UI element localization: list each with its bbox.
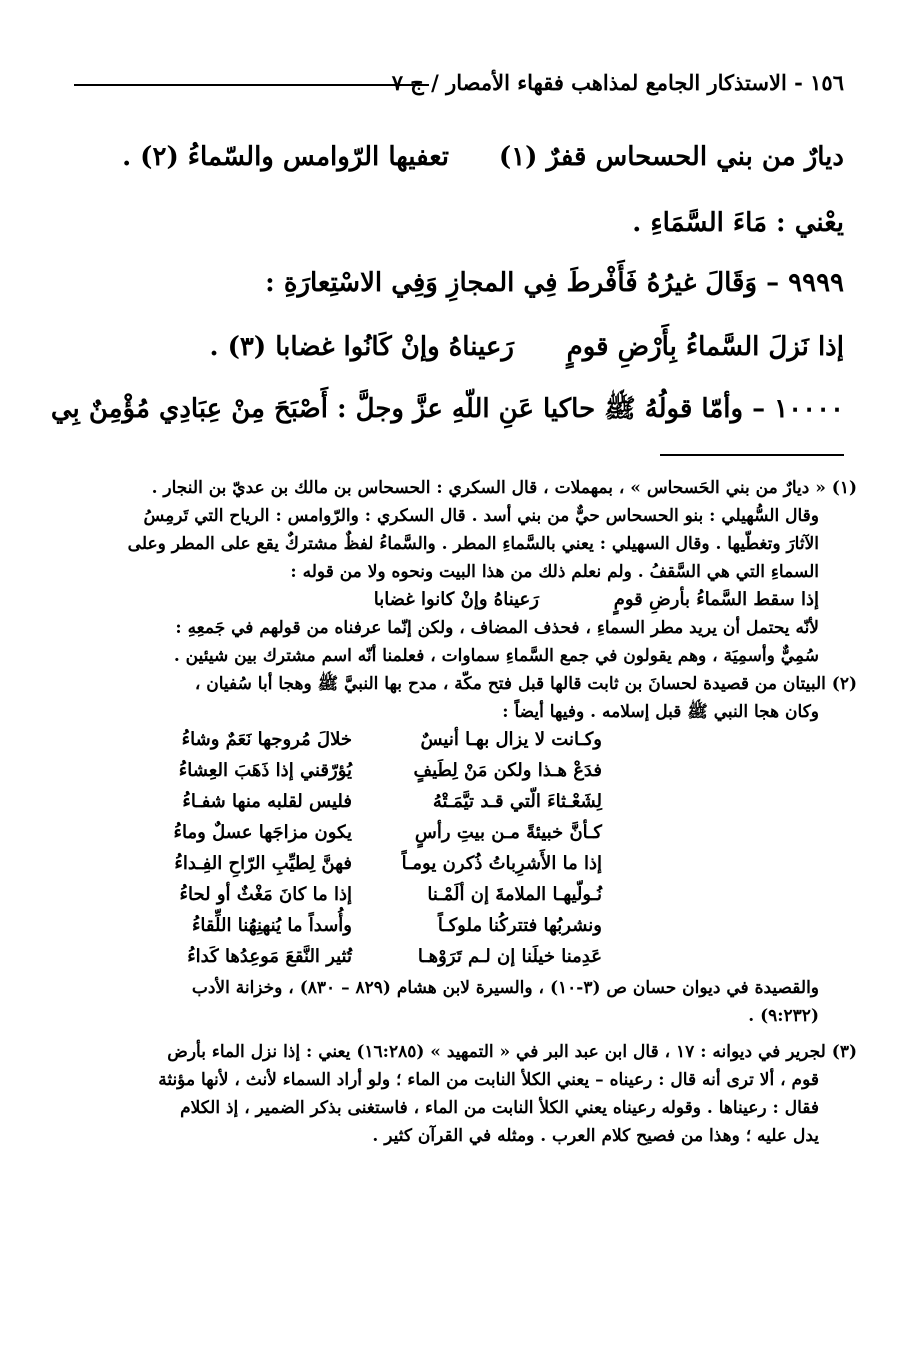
poem-verse — [67, 726, 857, 757]
verse-hemistich: إذا ما الأَشرِباتُ ذُكرن يومـاً — [401, 853, 602, 874]
paragraph-line-3: ٩٩٩٩ – وَقَالَ غيرُهُ فَأَفْرطَ فِي المجازِ وَفِي الاسْتِعارَةِ : — [265, 268, 844, 298]
footnote-2 — [67, 670, 857, 1030]
verse-hemistich: لِشَعْـثاءَ الّتي قـد تيَّمَـتْهُ — [432, 791, 602, 812]
verse-hemistich: وكـانت لا يزال بهـا أنيسٌ — [420, 729, 602, 750]
poem-verse — [67, 788, 857, 819]
footnote-2-line: والقصيدة في ديوان حسان ص (٣-١٠) ، والسيرة لابن هشام (٨٢٩ – ٨٣٠) ، وخزانة الأدب — [191, 978, 819, 998]
header-rule — [74, 84, 429, 86]
poem-verse — [67, 850, 857, 881]
verse-1-hemistich-1: ديارٌ من بني الحسحاس قفرٌ (١) — [498, 142, 844, 172]
poem-verse — [67, 912, 857, 943]
verse-1-hemistich-2: تعفيها الرّوامس والسّماءُ (٢) . — [122, 142, 449, 172]
header-title: ١٥٦ - الاستذكار الجامع لمذاهب فقهاء الأمصار / ج ٧ — [391, 70, 844, 95]
footnote-3-line: (٣) لجرير في ديوانه : ١٧ ، قال ابن عبد البر في « التمهيد » (١٦:٢٨٥) يعني : إذا نزل الماء بأرض — [167, 1042, 857, 1062]
footnote-1-line: السماءِ التي هي السَّقفُ . ولم نعلم ذلك من هذا البيت ونحوه ولا من قوله : — [290, 562, 819, 582]
verse-hemistich: تُثير النَّقعَ مَوعِدُها كَداءُ — [187, 946, 352, 967]
verse-hemistich: فدَعْ هـذا ولكن مَنْ لِطَيفٍ — [413, 760, 602, 781]
footnote-3-line: يدل عليه ؛ وهذا من فصيح كلام العرب . ومثله في القرآن كثير . — [372, 1126, 819, 1146]
verse-hemistich: فهنَّ لِطيِّبِ الرّاحِ الفِـداءُ — [174, 853, 352, 874]
footnote-3 — [67, 1038, 857, 1150]
poem-verse — [67, 757, 857, 788]
footnote-1-line: لأنّه يحتمل أن يريد مطر السماءِ ، فحذف المضاف ، ولكن إنّما عرفناه من قولهم في جَمعِهِ : — [175, 618, 819, 638]
verse-hemistich: فليس لقلبه منها شفـاءُ — [182, 791, 352, 812]
verse-hemistich: كـأنَّ خبيئةً مـن بيتِ رأسٍ — [414, 822, 602, 843]
footnote-1-line: سُمِيٌّ وأسمِيَة ، وهم يقولون في جمع السَّماءِ سماوات ، فعلمنا أنّه اسم مشترك بين شيئين . — [173, 646, 819, 666]
verse-hemistich: يكون مزاجَها عسلٌ وماءُ — [173, 822, 352, 843]
verse-2-hemistich-1: إذا نَزلَ السَّماءُ بِأَرْضِ قومٍ — [566, 332, 844, 362]
footnote-1-line: الآثارَ وتغطّيها . وقال السهيلي : يعني بالسَّماءِ المطر . والسَّماءُ لفظٌ مشتركٌ يقع على المطر وعلى — [127, 534, 819, 554]
verse-hemistich: إذا ما كانَ مَغْثٌ أو لحاءُ — [179, 884, 352, 905]
footnote-1-line: وقال السُّهيلي : بنو الحسحاس حيٌّ من بني أسد . قال السكري : والرّوامس : الرياح التي تَرمِسُ — [143, 506, 819, 526]
verse-hemistich: نُـولّيهـا الملامةَ إن ألَمْـنا — [427, 884, 602, 905]
verse-hemistich: وأُسداً ما يُنهنِهُنا اللِّقاءُ — [191, 915, 352, 936]
footnote-2-line: (٩:٢٣٢) . — [748, 1006, 819, 1026]
poem-verse — [67, 943, 857, 974]
footnote-1 — [67, 474, 857, 670]
verse-hemistich: عَدِمنا خيلَنا إن لـم تَرَوْهـا — [417, 946, 602, 967]
footnote-2-poem — [67, 726, 857, 974]
paragraph-line-5: ١٠٠٠٠ – وأمّا قولُهُ ﷺ حاكيا عَنِ اللّهِ عزَّ وجلَّ : أَصْبَحَ مِنْ عِبَادِي مُؤْمِنٌ بِي — [50, 394, 844, 424]
verse-hemistich: ونشربُها فتتركُنا ملوكـاً — [437, 915, 602, 936]
footnote-1-line: (١) « ديارٌ من بني الحَسحاس » ، بمهملات ، قال السكري : الحسحاس بن مالك بن عديّ بن النجار . — [151, 478, 857, 498]
footnote-2-line: وكان هجا النبي ﷺ قبل إسلامه . وفيها أيضاً : — [502, 702, 819, 722]
paragraph-line-2: يعْني : مَاءَ السَّمَاءِ . — [632, 208, 844, 238]
running-header — [74, 70, 844, 110]
footnote-3-line: فقال : رعيناها . وقوله رعيناه يعني الكلأ النابت من الماء ، فاستغنى بذكر الضمير ، إذ الكلام — [180, 1098, 819, 1118]
verse-hemistich: خلالَ مُروجها نَعَمٌ وشاءُ — [181, 729, 352, 750]
verse-hemistich: يُؤرّقني إذا ذَهَبَ العِشاءُ — [178, 760, 352, 781]
footnote-1-verse — [67, 586, 857, 614]
footnote-2-line: (٢) البيتان من قصيدة لحسانَ بن ثابت قالها قبل فتح مكّة ، مدح بها النبيَّ ﷺ وهجا أبا سُفيان ، — [194, 674, 857, 694]
footnote-3-line: قوم ، ألا ترى أنه قال : رعيناه – يعني الكلأ النابت من الماء ؛ ولو أراد السماء لأنث ، لأنها مؤنثة — [158, 1070, 819, 1090]
verse-hemistich: إذا سقط السَّماءُ بأرضِ قومٍ — [613, 589, 819, 610]
verse-2-hemistich-2: رَعيناهُ وإنْ كَانُوا غضابا (٣) . — [209, 332, 514, 362]
footnotes — [67, 474, 857, 1150]
verse-hemistich: رَعيناهُ وإنْ كانوا غضابا — [373, 589, 539, 610]
footnote-rule — [660, 454, 844, 456]
poem-verse — [67, 819, 857, 850]
poem-verse — [67, 881, 857, 912]
